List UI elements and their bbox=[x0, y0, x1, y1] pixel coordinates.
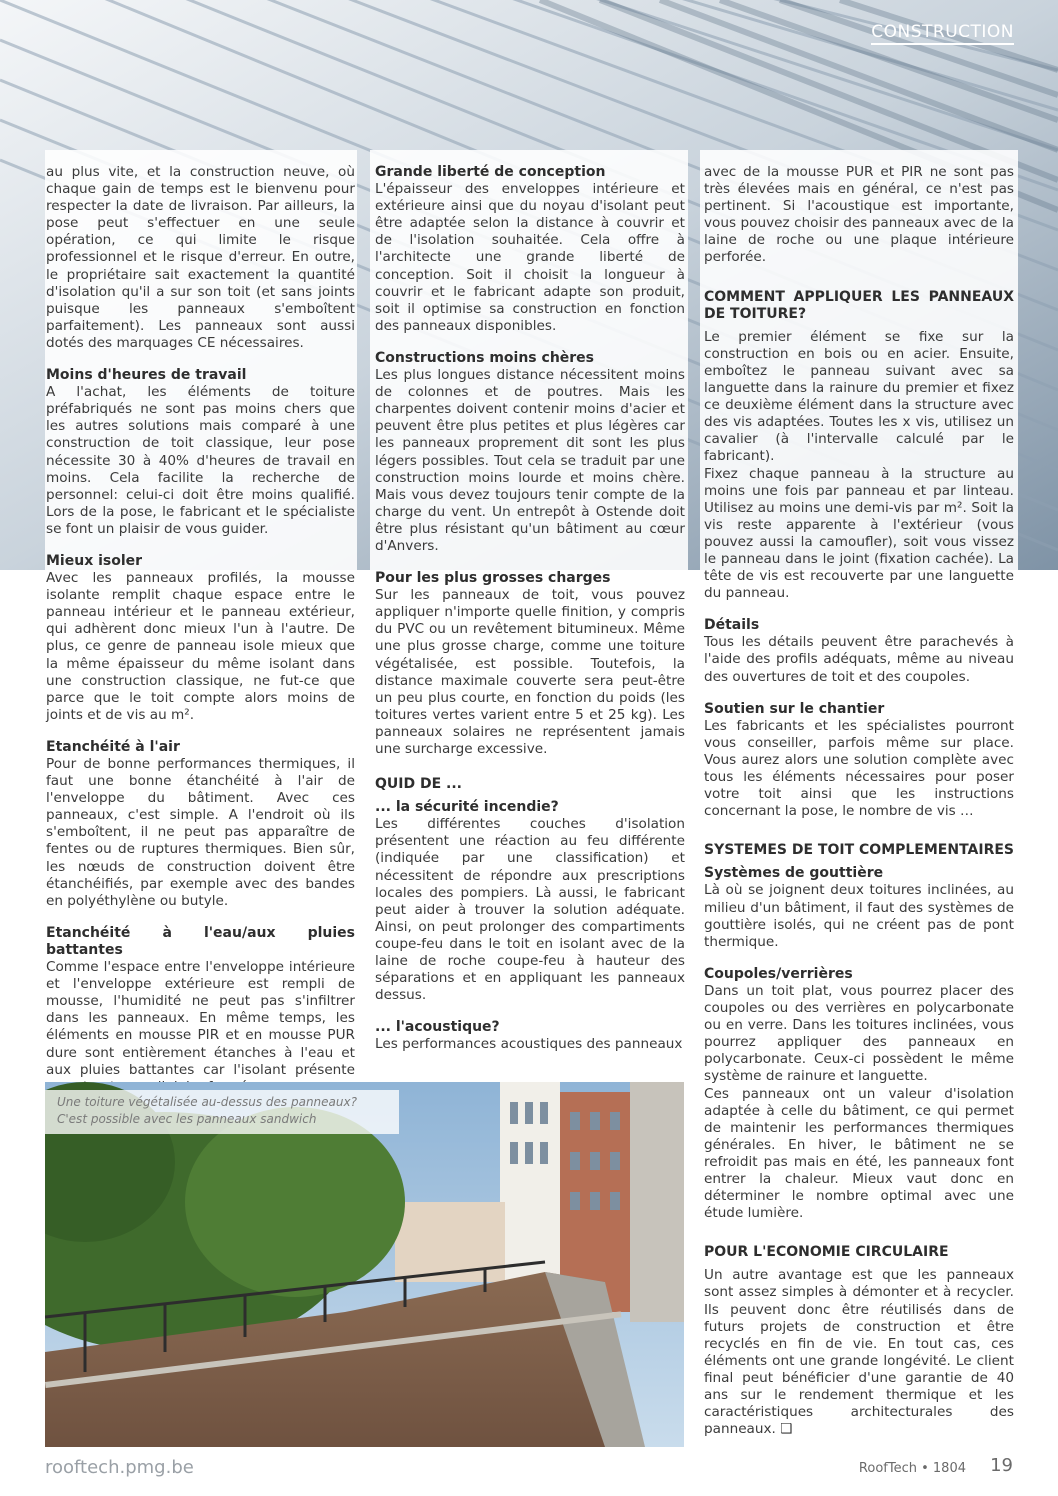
paragraph: Fixez chaque panneau à la structure au moins une fois par panneau et par linteau. Utilisez au moins une demi-vis par m². Soit la vis reste apparente à l'extérieur (vous pouvez aussi la camoufler), soit vous vissez le panneau dans le joint (fixation cachée). La tête de vis est recouverte par une languette du panneau. bbox=[704, 465, 1014, 602]
paragraph: au plus vite, et la construction neuve, où chaque gain de temps est le bienvenu pour respecter la date de livraison. Par ailleurs, la pose peut s'effectuer en une seule opération, ce qui limite le risque professionnel et le risque d'erreur. En outre, le propriétaire sait exactement la quantité d'isolation qu'il a sur son toit (et sans joints puisque les panneaux s'emboîtent parfaitement). Les panneaux sont aussi dotés des marquages CE nécessaires. bbox=[46, 164, 355, 351]
subheading: Pour les plus grosses charges bbox=[375, 570, 611, 587]
paragraph: Pour de bonne performances thermiques, il faut une bonne étanchéité à l'air de l'enveloppe du bâtiment. Avec ces panneaux, c'est simple. A l'endroit où ils s'emboîtent, il ne peut pas apparaître de fentes ou de ruptures thermiques. Bien sûr, les nœuds de construction doivent être étanchéifiés, par exemple avec des bandes en polyéthylène ou butyle. bbox=[46, 756, 355, 909]
subheading: Etanchéité à l'eau/aux pluies battantes bbox=[46, 924, 355, 958]
paragraph: Les différentes couches d'isolation présentent une réaction au feu différente (indiquée par une classification) et nécessitent de répondre aux prescriptions locales des pompiers. Là aussi, le fabricant peut aider à trouver la solution adéquate. Ainsi, on peut prolonger des compartiments coupe-feu dans le toit en isolant avec de la laine de roche coupe-feu à hauteur des séparations et en appliquant les panneaux dessus. bbox=[375, 816, 685, 1004]
paragraph: Les fabricants et les spécialistes pourront vous conseiller, parfois même sur place. Vous aurez alors une solution complète avec tous les éléments nécessaires pour poser votre toit ainsi que les instructions concernant la pose, le nombre de vis … bbox=[704, 717, 1014, 820]
subheading: Moins d'heures de travail bbox=[46, 367, 247, 384]
column-2 bbox=[375, 164, 685, 1054]
paragraph: A l'achat, les éléments de toiture préfabriqués ne sont pas moins chers que les autres solutions mais comparé à une construction de toit classique, leur pose nécessite 30 à 40% d'heures de travail en moins. Cela facilite la recherche de personnel: celui-ci doit être moins qualifié. Lors de la pose, le fabricant et le spécialiste se font un plaisir de vous guider. bbox=[46, 384, 355, 537]
magazine-issue: RoofTech • 1804 bbox=[858, 1461, 966, 1476]
paragraph: Tous les détails peuvent être parachevés à l'aide des profils adéquats, même au niveau des ouvertures de toit et des coupoles. bbox=[704, 634, 1014, 685]
green-roof-illustration bbox=[45, 1082, 684, 1447]
paragraph: Sur les panneaux de toit, vous pouvez appliquer n'importe quelle finition, y compris du PVC ou un revêtement bitumineux. Même une plus grosse charge, comme une toiture végétalisée, est possible. Toutefois, la distance maximale couverte sera peut-être un peu plus courte, en fonction du poids (les toitures vertes varient entre 5 et 25 kg). Les panneaux solaires ne représentent jamais une surcharge excessive. bbox=[375, 587, 685, 757]
subheading: Systèmes de gouttière bbox=[704, 865, 884, 882]
subheading: Constructions moins chères bbox=[375, 349, 595, 366]
footer-url-link[interactable]: rooftech.pmg.be bbox=[45, 1457, 194, 1478]
green-roof-photo bbox=[45, 1082, 684, 1447]
paragraph: Ces panneaux ont un valeur d'isolation adaptée à celle du bâtiment, ce qui permet de maintenir les performances thermiques générales. En hiver, le bâtiment ne se refroidit pas mais en été, les panneaux font entrer la chaleur. Mieux vaut donc en déterminer le nombre optimal avec une étude lumière. bbox=[704, 1085, 1014, 1222]
subheading: Grande liberté de conception bbox=[375, 164, 606, 180]
paragraph: Les plus longues distance nécessitent moins de colonnes et de poutres. Mais les charpentes doivent contenir moins d'acier et peuvent être plus petites et plus légères car les panneaux proprement dit sont les plus légers possibles. Tout cela se traduit par une construction moins lourde et moins chère. Mais vous devez toujours tenir compte de la charge du vent. Un entrepôt à Ostende doit être plus résistant qu'un bâtiment au cœur d'Anvers. bbox=[375, 367, 685, 554]
paragraph: Les performances acoustiques des panneaux bbox=[375, 1036, 683, 1053]
paragraph: Comme l'espace entre l'enveloppe intérieure et l'enveloppe extérieure est rempli de mousse, l'humidité ne peut pas s'infiltrer dans les panneaux. En même temps, les éléments en mousse PIR et en mousse PUR dure sont entièrement étanches à l'eau et aux pluies battantes car l'isolant présente bbox=[46, 959, 355, 1078]
section-heading: QUID DE ... bbox=[375, 776, 462, 793]
column-3 bbox=[704, 164, 1014, 1438]
photo-caption: Une toiture végétalisée au-dessus des panneaux? C'est possible avec les panneaux sandwich bbox=[45, 1090, 399, 1134]
section-heading: COMMENT APPLIQUER LES PANNEAUX DE TOITURE? bbox=[704, 288, 1014, 322]
paragraph: Avec les panneaux profilés, la mousse isolante remplit chaque espace entre le panneau intérieur et le panneau extérieur, qui adhèrent donc mieux l'un à l'autre. De plus, ce genre de panneau isole mieux que la même épaisseur du même isolant dans une construction classique, ne fut-ce que parce que le toit compte alors moins de joints et de vis au m². bbox=[46, 570, 355, 723]
subheading: Soutien sur le chantier bbox=[704, 700, 885, 717]
subheading: Mieux isoler bbox=[46, 552, 143, 569]
page-number: 19 bbox=[990, 1455, 1013, 1476]
subheading: Coupoles/verrières bbox=[704, 965, 853, 982]
section-tag: CONSTRUCTION bbox=[871, 22, 1014, 45]
section-heading: SYSTEMES DE TOIT COMPLEMENTAIRES bbox=[704, 842, 1015, 859]
paragraph: Un autre avantage est que les panneaux sont assez simples à démonter et à recycler. Ils peuvent donc être réutilisés dans de futurs projets de construction et être recyclés en fin de vie. En tout cas, ces éléments ont une grande longévité. Le client final peut bénéficier d'une garantie de 40 ans sur le rendement thermique et les caractéristiques architecturales des panneaux. ❑ bbox=[704, 1267, 1014, 1438]
paragraph: Le premier élément se fixe sur la construction en bois ou en acier. Ensuite, emboîtez le panneau suivant avec sa languette dans la rainure du premier et fixez ce deuxième élément dans la structure avec des vis adaptées. Toutes les x vis, utilisez un cavalier (à l'intervalle calculé par le fabricant). bbox=[704, 328, 1014, 465]
subheading: Etanchéité à l'air bbox=[46, 738, 180, 755]
subheading: ... l'acoustique? bbox=[375, 1019, 500, 1036]
paragraph: Là où se joignent deux toitures inclinées, au milieu d'un bâtiment, il faut des systèmes de gouttière isolés, qui ne créent pas de pont thermique. bbox=[704, 882, 1014, 950]
column-1 bbox=[46, 164, 355, 1096]
paragraph: Dans un toit plat, vous pourrez placer des coupoles ou des verrières en polycarbonate ou en verre. Dans les toitures inclinées, vous pourrez appliquer des panneaux en polycarbonate. Ceux-ci possèdent le même système de rainure et languette. bbox=[704, 982, 1014, 1085]
subheading: ... la sécurité incendie? bbox=[375, 799, 559, 816]
section-heading: POUR L'ECONOMIE CIRCULAIRE bbox=[704, 1244, 949, 1261]
subheading: Détails bbox=[704, 617, 760, 634]
paragraph: avec de la mousse PUR et PIR ne sont pas très élevées mais en général, ce n'est pas pertinent. Si l'acoustique est importante, vous pouvez choisir des panneaux avec de la laine de roche ou une plaque intérieure perforée. bbox=[704, 164, 1014, 266]
paragraph: L'épaisseur des enveloppes intérieure et extérieure ainsi que du noyau d'isolant peut être adaptée selon la distance à couvrir et de l'isolation souhaitée. Cela offre à l'architecte une grande liberté de conception. Soit il choisit la longueur à couvrir et le fabricant adapte son produit, soit il optimise sa construction en fonction des panneaux disponibles. bbox=[375, 181, 685, 334]
